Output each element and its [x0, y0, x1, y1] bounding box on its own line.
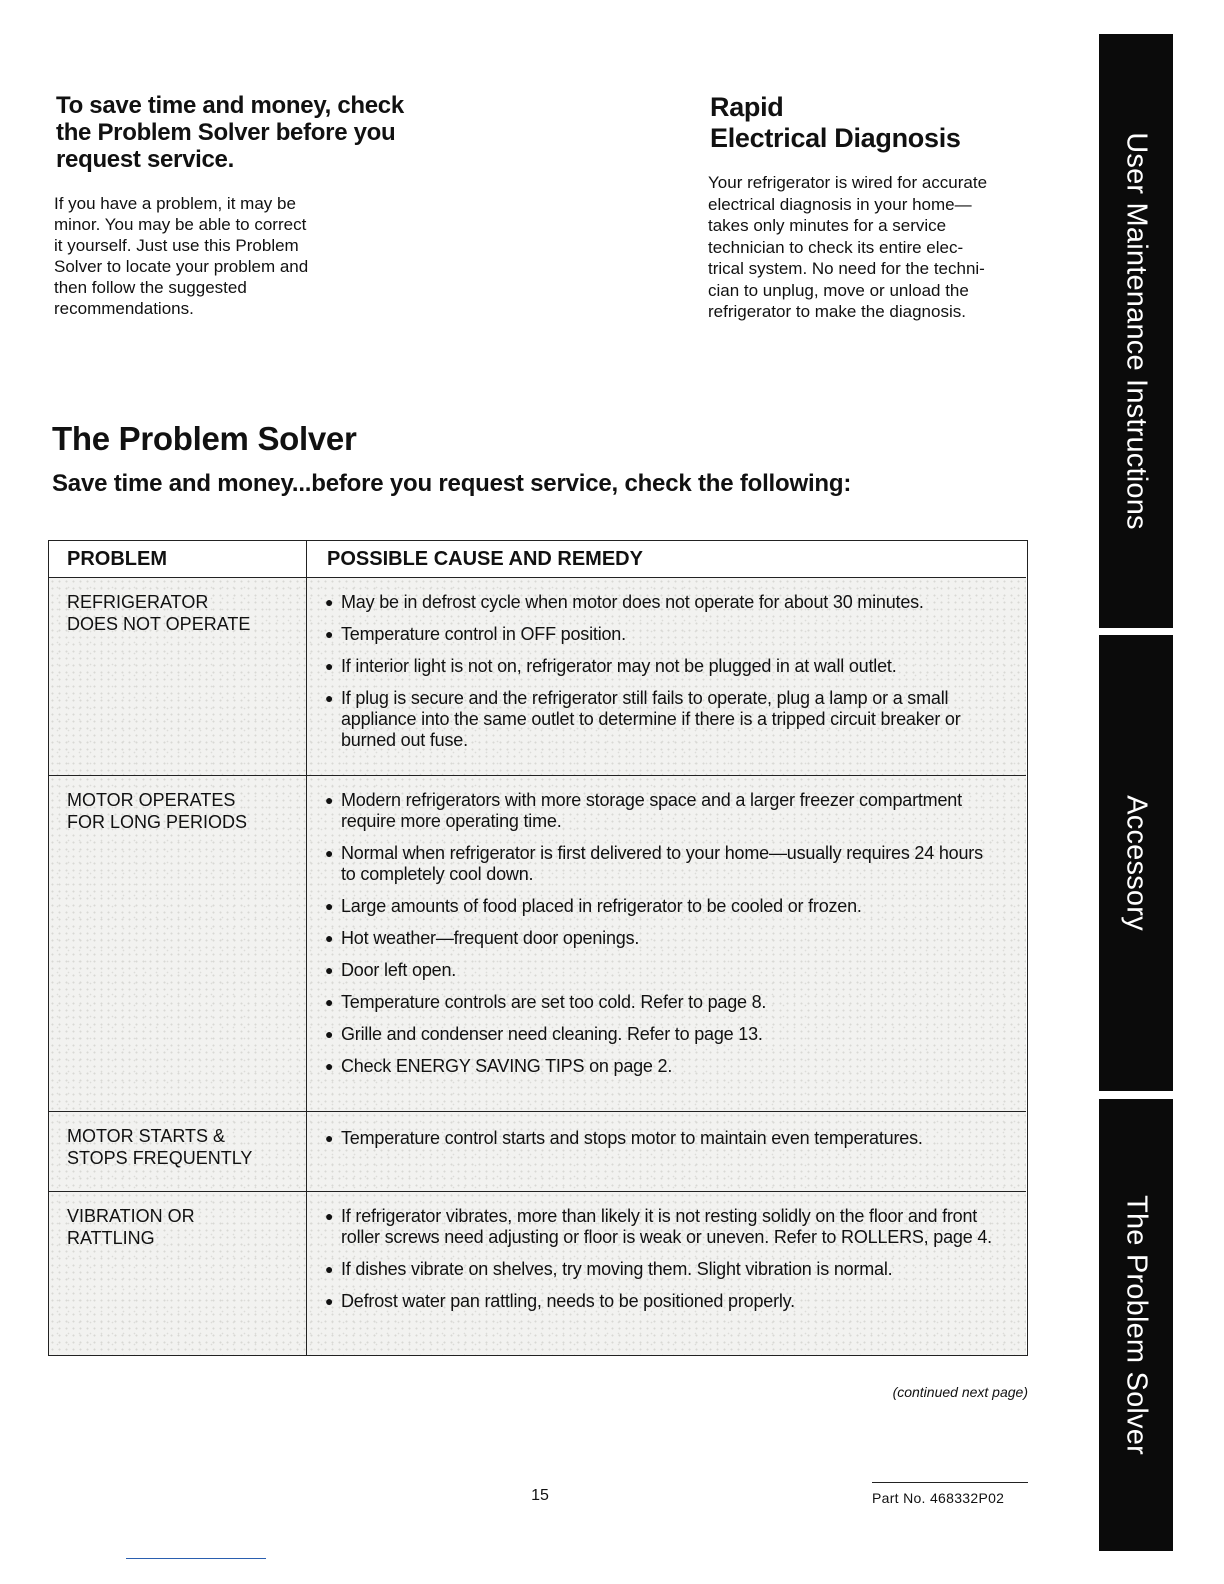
tab-label: The Problem Solver: [1120, 1195, 1153, 1455]
rapid-body-line: cian to unplug, move or unload the: [708, 280, 969, 300]
tab-user-maintenance-instructions[interactable]: [1099, 34, 1173, 628]
remedy-item: [325, 624, 1000, 645]
table-row: [49, 577, 1026, 776]
problem-solver-table: [48, 540, 1028, 1356]
problem-line: MOTOR STARTS &: [67, 1126, 226, 1146]
remedy-item: [325, 1291, 1000, 1312]
intro-body-line: then follow the suggested: [54, 278, 247, 297]
tab-label: Accessory: [1120, 795, 1153, 931]
page-title: The Problem Solver: [52, 420, 357, 457]
table-row: [49, 775, 1026, 1112]
remedy-text: Defrost water pan rattling, needs to be positioned properly.: [341, 1291, 795, 1311]
bullet-icon: ●: [325, 898, 334, 914]
remedy-item: [325, 928, 1000, 949]
remedy-text: Grille and condenser need cleaning. Refer to page 13.: [341, 1024, 763, 1044]
remedy-cell: [307, 776, 1026, 1088]
column-header-cause: POSSIBLE CAUSE AND REMEDY: [327, 547, 643, 570]
bullet-icon: ●: [325, 690, 334, 706]
problem-cell: [49, 578, 307, 776]
remedy-text: Modern refrigerators with more storage space and a larger freezer compartment require more operating time.: [341, 790, 962, 831]
tab-accessory[interactable]: [1099, 635, 1173, 1091]
part-number: Part No. 468332P02: [872, 1490, 1005, 1506]
remedy-cell: [307, 1192, 1026, 1323]
remedy-item: [325, 1259, 1000, 1280]
problem-cell: [49, 1192, 307, 1355]
bullet-icon: ●: [325, 845, 334, 861]
intro-body-line: it yourself. Just use this Problem: [54, 236, 299, 255]
remedy-item: [325, 843, 1000, 885]
intro-body-line: If you have a problem, it may be: [54, 194, 296, 213]
problem-line: FOR LONG PERIODS: [67, 812, 248, 832]
bullet-icon: ●: [325, 994, 334, 1010]
problem-cell: [49, 776, 307, 1112]
remedy-item: [325, 1128, 1000, 1149]
remedy-text: Door left open.: [341, 960, 457, 980]
bullet-icon: ●: [325, 930, 334, 946]
bullet-icon: ●: [325, 594, 334, 610]
remedy-text: If plug is secure and the refrigerator still fails to operate, plug a lamp or a small appliance into the same outlet to determine if there is a tripped circuit breaker or burned out fuse.: [341, 688, 961, 750]
bullet-icon: ●: [325, 1130, 334, 1146]
table-row: [49, 1111, 1026, 1192]
bullet-icon: ●: [325, 1026, 334, 1042]
rapid-heading-line: Electrical Diagnosis: [710, 123, 961, 153]
remedy-text: Temperature control in OFF position.: [341, 624, 626, 644]
remedy-item: [325, 1206, 1000, 1248]
bullet-icon: ●: [325, 1261, 334, 1277]
bullet-icon: ●: [325, 962, 334, 978]
remedy-text: If refrigerator vibrates, more than likely it is not resting solidly on the floor and front roller screws need adjusting or floor is weak or uneven. Refer to ROLLERS, page 4.: [341, 1206, 992, 1247]
remedy-item: [325, 1056, 1000, 1077]
bullet-icon: ●: [325, 626, 334, 642]
problem-line: VIBRATION OR: [67, 1206, 195, 1226]
intro-body: [54, 193, 374, 319]
remedy-item: [325, 790, 1000, 832]
remedy-item: [325, 896, 1000, 917]
divider: [126, 1558, 266, 1559]
problem-line: DOES NOT OPERATE: [67, 614, 251, 634]
page-subtitle: Save time and money...before you request service, check the following:: [52, 470, 852, 497]
problem-line: STOPS FREQUENTLY: [67, 1148, 253, 1168]
remedy-cell: [307, 1112, 1026, 1160]
remedy-text: Hot weather—frequent door openings.: [341, 928, 640, 948]
remedy-item: [325, 992, 1000, 1013]
bullet-icon: ●: [325, 1058, 334, 1074]
rapid-body-line: Your refrigerator is wired for accurate: [708, 173, 988, 192]
remedy-item: [325, 1024, 1000, 1045]
remedy-text: May be in defrost cycle when motor does not operate for about 30 minutes.: [341, 592, 924, 612]
tab-problem-solver[interactable]: [1099, 1099, 1173, 1551]
problem-line: RATTLING: [67, 1228, 155, 1248]
rapid-body-line: trical system. No need for the techni-: [708, 259, 985, 278]
remedy-text: Normal when refrigerator is first delivered to your home—usually requires 24 hours to completely cool down.: [341, 843, 983, 884]
remedy-cell: [307, 578, 1026, 762]
bullet-icon: ●: [325, 658, 334, 674]
intro-body-line: recommendations.: [54, 299, 194, 318]
divider: [872, 1482, 1028, 1483]
remedy-item: [325, 656, 1000, 677]
remedy-text: If dishes vibrate on shelves, try moving them. Slight vibration is normal.: [341, 1259, 893, 1279]
rapid-body-line: technician to check its entire elec-: [708, 237, 964, 257]
tab-label: User Maintenance Instructions: [1120, 132, 1153, 530]
remedy-item: [325, 592, 1000, 613]
problem-cell: [49, 1112, 307, 1192]
remedy-item: [325, 688, 1000, 751]
remedy-text: Check ENERGY SAVING TIPS on page 2.: [341, 1056, 673, 1076]
bullet-icon: ●: [325, 792, 334, 808]
problem-line: REFRIGERATOR: [67, 592, 209, 612]
rapid-diagnosis-body: [708, 172, 1038, 323]
remedy-text: Large amounts of food placed in refrigerator to be cooled or frozen.: [341, 896, 862, 916]
bullet-icon: ●: [325, 1208, 334, 1224]
rapid-body-line: electrical diagnosis in your home—: [708, 194, 972, 214]
intro-heading: To save time and money, check the Problem Solver before you request service.: [56, 92, 404, 173]
problem-line: MOTOR OPERATES: [67, 790, 236, 810]
rapid-diagnosis-heading: [710, 92, 1040, 154]
remedy-text: Temperature control starts and stops motor to maintain even temperatures.: [341, 1128, 923, 1148]
intro-body-line: Solver to locate your problem and: [54, 257, 309, 276]
column-header-problem: PROBLEM: [49, 541, 307, 577]
bullet-icon: ●: [325, 1293, 334, 1309]
intro-body-line: minor. You may be able to correct: [54, 215, 307, 234]
continued-note: (continued next page): [892, 1384, 1028, 1400]
rapid-heading-line: Rapid: [710, 92, 784, 122]
page-number: 15: [531, 1487, 549, 1504]
remedy-text: Temperature controls are set too cold. Refer to page 8.: [341, 992, 767, 1012]
rapid-body-line: takes only minutes for a service: [708, 216, 947, 235]
remedy-item: [325, 960, 1000, 981]
table-row: [49, 1191, 1026, 1355]
remedy-text: If interior light is not on, refrigerator may not be plugged in at wall outlet.: [341, 656, 897, 676]
rapid-body-line: refrigerator to make the diagnosis.: [708, 302, 966, 321]
